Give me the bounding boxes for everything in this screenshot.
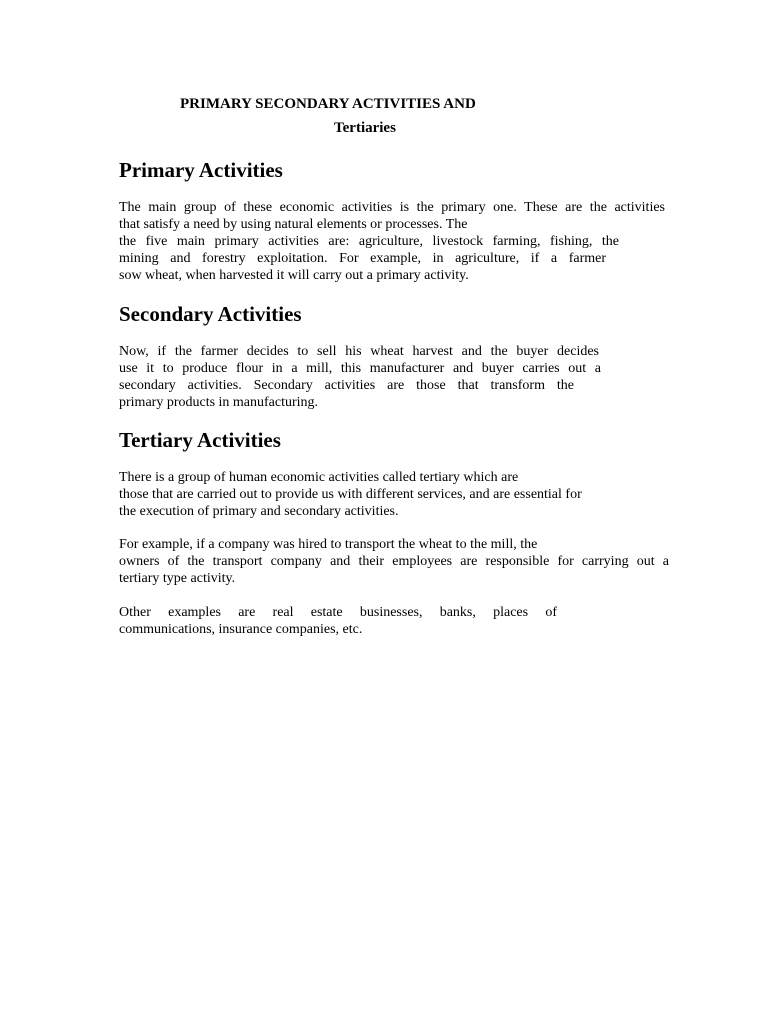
paragraph-line: the five main primary activities are: agriculture, livestock farming, fishing, the <box>119 234 619 249</box>
document-title-line-2: Tertiaries <box>334 120 396 136</box>
paragraph-line: sow wheat, when harvested it will carry out a primary activity. <box>119 268 469 283</box>
section-heading-secondary: Secondary Activities <box>119 302 302 326</box>
paragraph-line: Other examples are real estate businesses, banks, places of <box>119 605 557 620</box>
paragraph-line: Now, if the farmer decides to sell his wheat harvest and the buyer decides <box>119 344 599 359</box>
paragraph-line: primary products in manufacturing. <box>119 395 319 410</box>
paragraph-line: There is a group of human economic activities called tertiary which are <box>119 470 519 485</box>
paragraph-line: that satisfy a need by using natural elements or processes. The <box>119 217 468 232</box>
paragraph-line: secondary activities. Secondary activities are those that transform the <box>119 378 574 393</box>
paragraph-line: the execution of primary and secondary activities. <box>119 504 399 519</box>
paragraph-line: The main group of these economic activities is the primary one. These are the activities <box>119 200 665 215</box>
paragraph-line: mining and forestry exploitation. For example, in agriculture, if a farmer <box>119 251 606 266</box>
paragraph-line: For example, if a company was hired to transport the wheat to the mill, the <box>119 537 538 552</box>
paragraph-line: those that are carried out to provide us with different services, and are essential for <box>119 487 582 502</box>
paragraph-tertiary-1 <box>119 469 669 520</box>
paragraph-secondary <box>119 343 601 411</box>
paragraph-tertiary-3 <box>119 604 559 638</box>
paragraph-primary <box>119 199 665 284</box>
document-title-line-1: PRIMARY SECONDARY ACTIVITIES AND <box>180 96 476 112</box>
paragraph-line: tertiary type activity. <box>119 571 236 586</box>
paragraph-line: communications, insurance companies, etc. <box>119 622 363 637</box>
paragraph-line: owners of the transport company and their employees are responsible for carrying out a <box>119 554 669 569</box>
section-heading-primary: Primary Activities <box>119 158 283 182</box>
paragraph-tertiary-2 <box>119 536 669 587</box>
paragraph-line: use it to produce flour in a mill, this manufacturer and buyer carries out a <box>119 361 601 376</box>
section-heading-tertiary: Tertiary Activities <box>119 428 281 452</box>
